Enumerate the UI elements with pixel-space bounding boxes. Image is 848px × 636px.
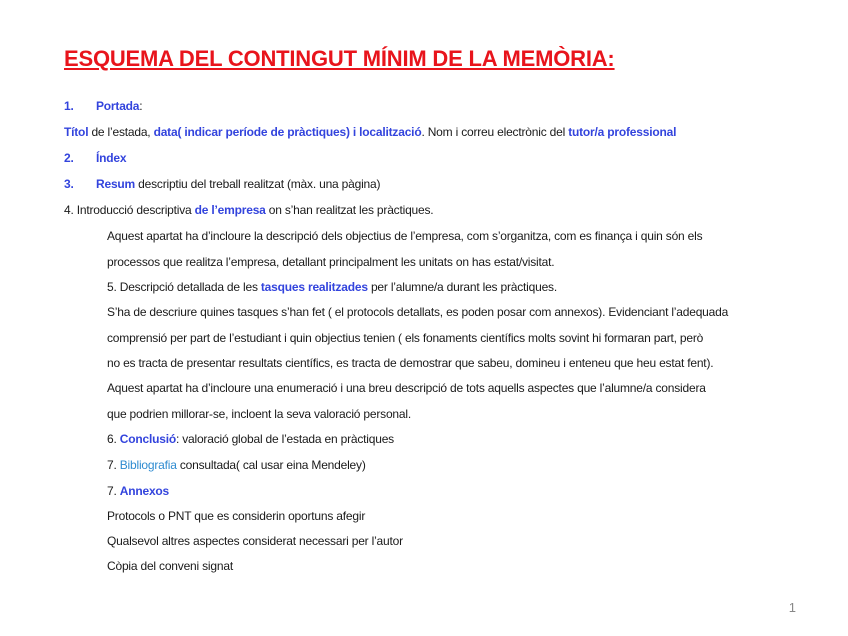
item-label: Portada: [96, 99, 140, 113]
item-text: on s’han realitzat les pràctiques.: [265, 203, 434, 217]
item-text: :: [139, 99, 143, 113]
portada-text-1: de l’estada,: [88, 125, 154, 139]
item-label: tasques realitzades: [260, 280, 368, 294]
item-label: Annexos: [119, 484, 170, 498]
paragraph-line: comprensió per part de l’estudiant i quin objectius tenien ( els fonaments científics molts sovint hi formaran part, però: [107, 331, 704, 345]
item-label: Resum: [96, 177, 136, 191]
annex-line: Protocols o PNT que es considerin oportuns afegir: [107, 509, 366, 523]
item-text: 7.: [107, 458, 120, 472]
item-text: 5. Descripció detallada de les: [107, 280, 261, 294]
item-portada: [64, 98, 142, 114]
paragraph-line: que podrien millorar-se, incloent la seva valoració personal.: [107, 407, 411, 421]
item-bibliografia: [107, 457, 366, 473]
paragraph-line: S’ha de descriure quines tasques s’han fet ( el protocols detallats, es poden posar com annexos). Evidenciant l’adequada: [107, 305, 729, 319]
document-title: ESQUEMA DEL CONTINGUT MÍNIM DE LA MEMÒRIA:: [64, 46, 615, 71]
paragraph-line: processos que realitza l’empresa, detallant principalment les unitats on has estat/visitat.: [107, 255, 555, 269]
item-number: 1.: [64, 99, 74, 113]
item-label: Bibliografia: [119, 458, 177, 472]
portada-text-2: . Nom i correu electrònic del: [421, 125, 569, 139]
item-text: : valoració global de l’estada en pràctiques: [175, 432, 394, 446]
portada-details: [64, 124, 676, 140]
item-label: Índex: [96, 151, 127, 165]
item-label: de l’empresa: [194, 203, 266, 217]
paragraph-line: Aquest apartat ha d’incloure la descripció dels objectius de l’empresa, com s’organitza, com es finança i quin són els: [107, 229, 703, 243]
item-text: consultada( cal usar eina Mendeley): [176, 458, 366, 472]
item-text: descriptiu del treball realitzat (màx. una pàgina): [135, 177, 381, 191]
item-introduccio: [64, 202, 433, 218]
item-index: [64, 150, 126, 166]
item-number: 3.: [64, 177, 74, 191]
item-conclusio: [107, 431, 394, 447]
paragraph-line: Aquest apartat ha d’incloure una enumeració i una breu descripció de tots aquells aspectes que l’alumne/a considera: [107, 381, 706, 395]
paragraph-line: no es tracta de presentar resultats científics, es tracta de demostrar que sabeu, domineu i enteneu que heu estat fent).: [107, 356, 714, 370]
item-text: per l’alumne/a durant les pràctiques.: [367, 280, 557, 294]
item-number: 2.: [64, 151, 74, 165]
annex-line: Còpia del conveni signat: [107, 559, 233, 573]
item-resum: [64, 176, 380, 192]
item-label: Conclusió: [119, 432, 176, 446]
item-annexos: [107, 483, 169, 499]
item-text: 7.: [107, 484, 120, 498]
tutor-label: tutor/a professional: [568, 125, 677, 139]
titol-label: Títol: [64, 125, 89, 139]
annex-line: Qualsevol altres aspectes considerat necessari per l’autor: [107, 534, 403, 548]
item-tasques: [107, 279, 557, 295]
item-text: 6.: [107, 432, 120, 446]
data-label: data( indicar període de pràctiques) i localització: [153, 125, 422, 139]
item-text: 4. Introducció descriptiva: [64, 203, 195, 217]
page-number: 1: [788, 600, 796, 615]
